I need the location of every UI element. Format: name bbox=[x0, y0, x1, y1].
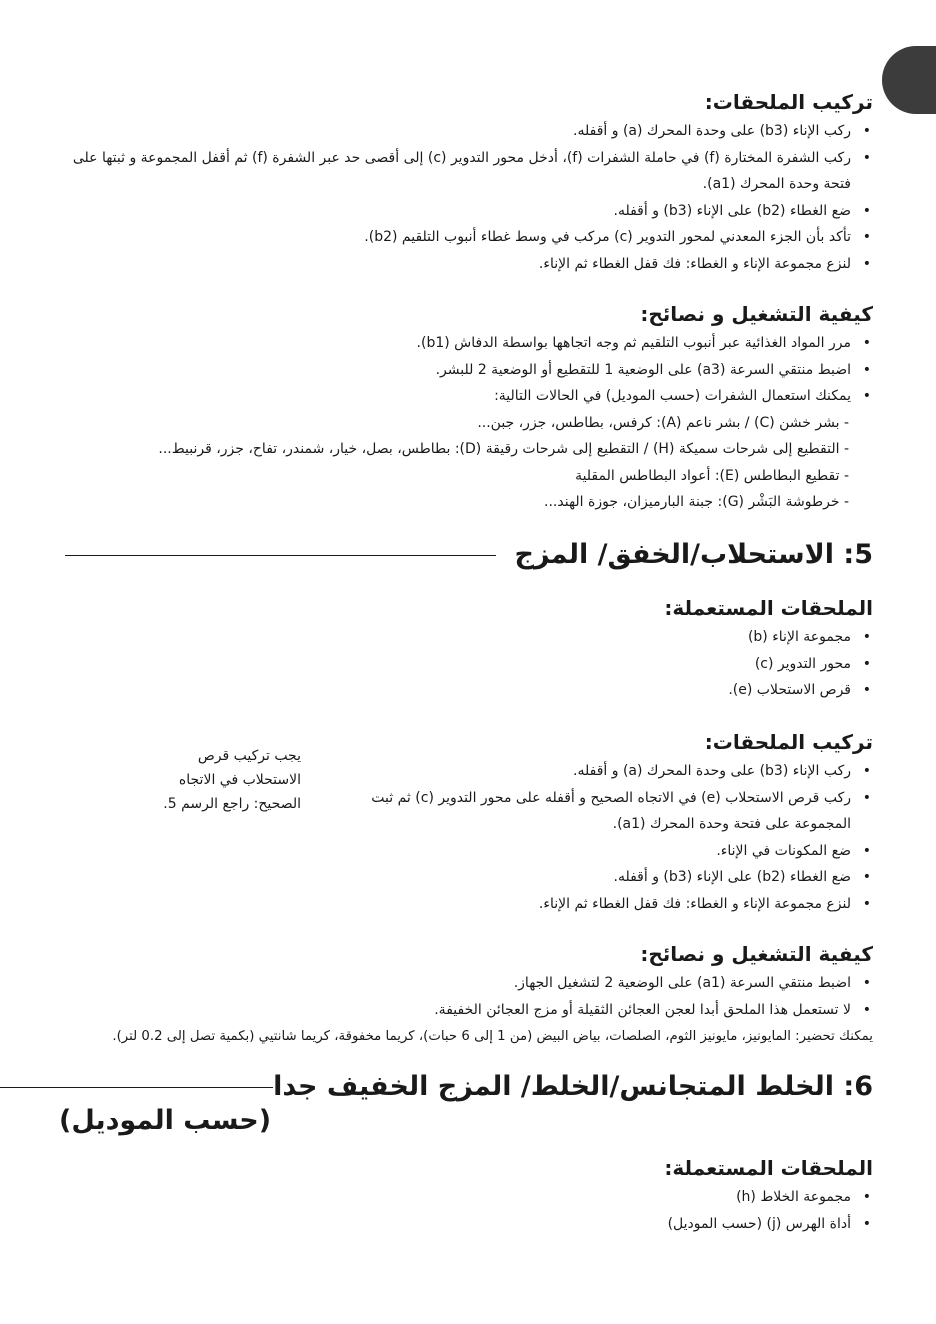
divider bbox=[0, 1087, 274, 1088]
operate-section bbox=[60, 300, 874, 515]
section-6-subtitle: (حسب الموديل) bbox=[60, 1105, 273, 1136]
section-6-title: 6: الخلط المتجانس/الخلط/ المزج الخفيف جدا bbox=[274, 1071, 874, 1102]
list-item: • لنزع مجموعة الإناء و الغطاء: فك قفل الغطاء ثم الإناء. bbox=[60, 251, 874, 278]
list-item: • لا تستعمل هذا الملحق أبدا لعجن العجائن الثقيلة أو مزج العجائن الخفيفة. bbox=[60, 997, 874, 1024]
used-list bbox=[60, 1184, 874, 1237]
sec5-used-section bbox=[60, 594, 874, 704]
operate-list bbox=[60, 970, 874, 1023]
operate-heading: كيفية التشغيل و نصائح: bbox=[641, 302, 874, 326]
attach-heading: تركيب الملحقات: bbox=[705, 90, 874, 114]
list-item: - التقطيع إلى شرحات سميكة (H) / التقطيع إلى شرحات رقيقة (D): بطاطس، بصل، خيار، شمندر، تفاح، جزر، قرنبيط... bbox=[159, 441, 850, 458]
list-item: • تأكد بأن الجزء المعدني لمحور التدوير (c) مركب في وسط غطاء أنبوب التلقيم (b2). bbox=[60, 224, 874, 251]
side-note: يجب تركيب قرص الاستحلاب في الاتجاه الصحيح: راجع الرسم 5. bbox=[164, 748, 302, 812]
section-5-header bbox=[66, 538, 874, 572]
list-item: • ضع الغطاء (b2) على الإناء (b3) و أقفله. bbox=[320, 864, 874, 891]
list-item: • ركب الشفرة المختارة (f) في حاملة الشفرات (f)، أدخل محور التدوير (c) إلى أقصى حد عبر الشفرة (f) ثم أقفل المجموعة و ثبتها على فتحة وحدة المحرك (a1). bbox=[60, 145, 874, 198]
sec5-operate-section bbox=[60, 940, 874, 1023]
operate-heading: كيفية التشغيل و نصائح: bbox=[641, 942, 874, 966]
list-item: • ركب الإناء (b3) على وحدة المحرك (a) و أقفله. bbox=[60, 118, 874, 145]
list-item: • مرر المواد الغذائية عبر أنبوب التلقيم ثم وجه اتجاهها بواسطة الدفاش (b1). bbox=[60, 330, 874, 357]
list-item: - خرطوشة البَشْر (G): جبنة البارميزان، جوزة الهند... bbox=[545, 494, 850, 510]
list-item: • اضبط منتقي السرعة (a1) على الوضعية 2 لتشغيل الجهاز. bbox=[60, 970, 874, 997]
used-heading: الملحقات المستعملة: bbox=[665, 596, 874, 620]
page-tab-marker bbox=[883, 46, 936, 114]
list-item: • اضبط منتقي السرعة (a3) على الوضعية 1 للتقطيع أو الوضعية 2 للبشر. bbox=[60, 357, 874, 384]
list-item: • ضع المكونات في الإناء. bbox=[320, 838, 874, 865]
list-item: - بشر خشن (C) / بشر ناعم (A): كرفس، بطاطس، جزر، جبن... bbox=[478, 414, 850, 431]
section-6-header bbox=[60, 1070, 874, 1138]
sec5-attach-section bbox=[320, 728, 874, 918]
attach-list bbox=[320, 758, 874, 918]
list-item: • لنزع مجموعة الإناء و الغطاء: فك قفل الغطاء ثم الإناء. bbox=[320, 891, 874, 918]
recipe-note: يمكنك تحضير: المايونيز، مايونيز الثوم، الصلصات، بياض البيض (من 1 إلى 6 حبات)، كريما مخفوقة، كريما شانتيي (بكمية تصل إلى 0.2 لتر). bbox=[113, 1029, 874, 1044]
list-item: • أداة الهرس (j) (حسب الموديل) bbox=[60, 1211, 874, 1238]
list-item: • مجموعة الإناء (b) bbox=[60, 624, 874, 651]
attach-heading: تركيب الملحقات: bbox=[705, 730, 874, 754]
list-item: • ركب قرص الاستحلاب (e) في الاتجاه الصحيح و أقفله على محور التدوير (c) ثم ثبت المجموعة على فتحة وحدة المحرك (a1). bbox=[320, 785, 874, 838]
divider bbox=[66, 555, 497, 556]
list-item: • مجموعة الخلاط (h) bbox=[60, 1184, 874, 1211]
list-item: • ضع الغطاء (b2) على الإناء (b3) و أقفله. bbox=[60, 198, 874, 225]
used-heading: الملحقات المستعملة: bbox=[665, 1156, 874, 1180]
list-item: • ركب الإناء (b3) على وحدة المحرك (a) و أقفله. bbox=[320, 758, 874, 785]
list-item: • يمكنك استعمال الشفرات (حسب الموديل) في الحالات التالية: bbox=[60, 383, 874, 410]
used-list bbox=[60, 624, 874, 704]
list-item: - تقطيع البطاطس (E): أعواد البطاطس المقلية bbox=[576, 467, 850, 484]
list-item: • قرص الاستحلاب (e). bbox=[60, 677, 874, 704]
attach-list bbox=[60, 118, 874, 278]
attach-section bbox=[60, 88, 874, 278]
operate-list bbox=[60, 330, 874, 410]
blade-usage-list bbox=[60, 410, 874, 516]
list-item: • محور التدوير (c) bbox=[60, 651, 874, 678]
sec6-used-section bbox=[60, 1154, 874, 1237]
section-5-title: 5: الاستحلاب/الخفق/ المزج bbox=[515, 539, 874, 570]
